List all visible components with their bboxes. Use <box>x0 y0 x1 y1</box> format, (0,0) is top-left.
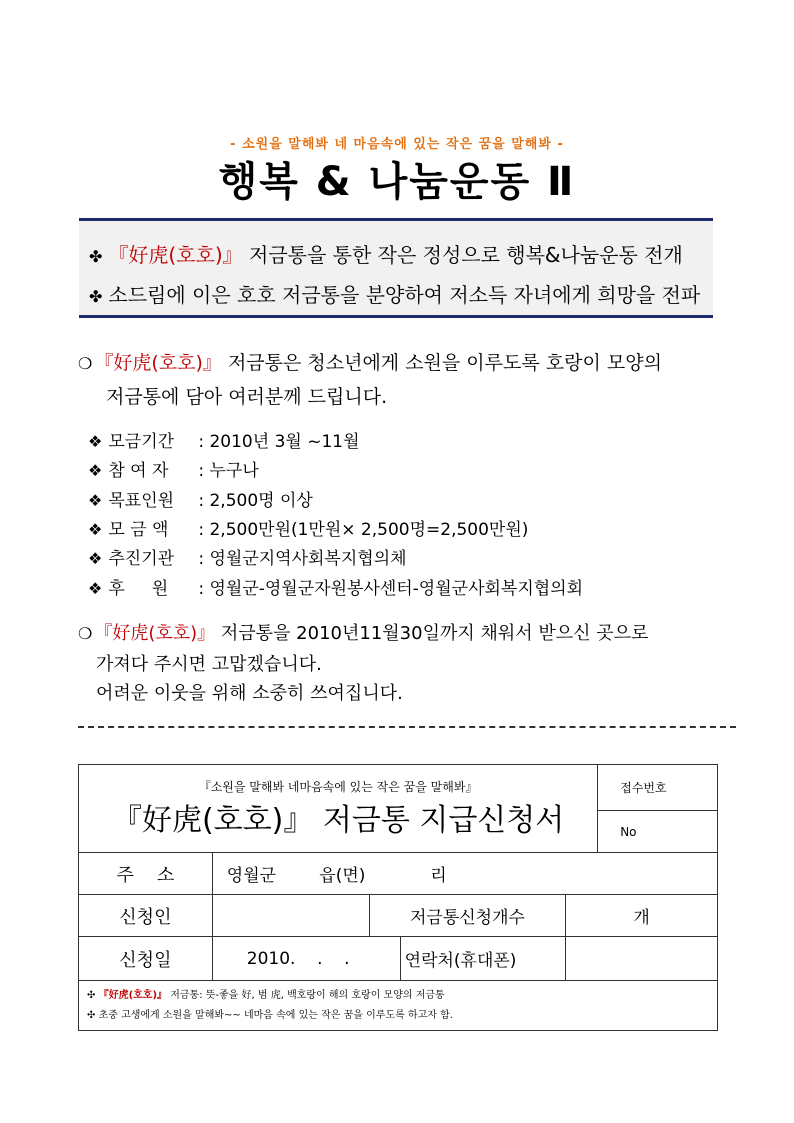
address-label: 주 소 <box>79 853 213 895</box>
detail-value: : 영월군지역사회복지협의체 <box>198 549 407 569</box>
detail-key: 추진기관 <box>108 549 175 569</box>
page-title: 행복 & 나눔운동 Ⅱ <box>218 159 576 205</box>
receipt-number-field[interactable]: No <box>598 811 718 853</box>
applicant-field[interactable] <box>212 895 369 937</box>
diamond-bullet-icon: ❖ <box>88 549 103 568</box>
application-form <box>78 764 718 1031</box>
detail-value: : 2,500만원(1만원× 2,500명=2,500만원) <box>198 520 529 540</box>
detail-item <box>88 574 583 599</box>
count-label: 저금통신청개수 <box>369 895 566 937</box>
banner-line-1 <box>89 239 683 268</box>
form-subtitle: 『소원을 말해봐 네마음속에 있는 작은 꿈을 말해봐』 <box>198 780 478 794</box>
intro-line-1 <box>78 348 662 375</box>
closing-brand: 『好虎(호호)』 <box>94 623 216 644</box>
diamond-bullet-icon: ❖ <box>88 520 103 539</box>
detail-key: 참 여 자 <box>108 461 169 481</box>
cut-line <box>78 726 736 728</box>
receipt-number-label: 접수번호 <box>598 765 718 811</box>
banner-line-1-text: 저금통을 통한 작은 정성으로 행복&나눔운동 전개 <box>242 243 683 267</box>
detail-value: : 2,500명 이상 <box>198 491 313 511</box>
detail-item <box>88 456 259 481</box>
applicant-label: 신청인 <box>79 895 213 937</box>
form-header <box>79 765 598 853</box>
header-subtitle: - 소원을 말해봐 네 마음속에 있는 작은 꿈을 말해봐 - <box>230 137 564 152</box>
banner-brand: 『好虎(호호)』 <box>108 243 243 267</box>
date-field[interactable]: 2010. . . <box>212 937 400 981</box>
diamond-bullet-icon: ❖ <box>88 579 103 598</box>
closing-line-2: 가져다 주시면 고맙겠습니다. <box>96 654 322 675</box>
detail-value: : 영월군-영월군자원봉사센터-영월군사회복지협의회 <box>198 579 584 599</box>
banner-line-2-text: 소드림에 이은 호호 저금통을 분양하여 저소득 자녀에게 희망을 전파 <box>108 283 701 307</box>
cross-bullet-icon: ✤ <box>89 247 103 266</box>
intro-brand: 『好虎(호호)』 <box>94 352 222 374</box>
detail-item <box>88 515 528 540</box>
closing-line-1-text: 저금통을 2010년11월30일까지 채워서 받으신 곳으로 <box>220 623 649 644</box>
address-field[interactable]: 영월군 읍(면) 리 <box>212 853 717 895</box>
contact-label: 연락처(휴대폰) <box>400 937 566 981</box>
circle-bullet-icon: ❍ <box>78 354 93 373</box>
intro-line-2: 저금통에 담아 여러분께 드립니다. <box>106 386 388 408</box>
cross-bullet-icon: ✤ <box>89 287 103 306</box>
detail-key: 목표인원 <box>108 491 175 511</box>
note-brand: 『好虎(호호)』 <box>98 989 168 1001</box>
cross-bullet-icon: ✣ <box>87 1009 96 1021</box>
closing-line-3: 어려운 이웃을 위해 소중히 쓰여집니다. <box>96 683 403 704</box>
detail-key: 모금기간 <box>108 432 175 452</box>
date-label: 신청일 <box>79 937 213 981</box>
detail-value: : 2010년 3월 ~11월 <box>198 432 360 452</box>
note-2 <box>87 1006 709 1026</box>
note-2-text: 초중 고생에게 소원을 말해봐~~ 네마음 속에 있는 작은 꿈을 이루도록 하고자 함. <box>98 1009 453 1021</box>
diamond-bullet-icon: ❖ <box>88 461 103 480</box>
note-1-text: 저금통: 뜻-좋을 好, 범 虎, 백호랑이 해의 호랑이 모양의 저금통 <box>167 989 445 1001</box>
note-1 <box>87 986 709 1006</box>
detail-key: 모 금 액 <box>108 520 169 540</box>
detail-item <box>88 427 360 452</box>
detail-item <box>88 486 313 511</box>
contact-field[interactable] <box>566 937 718 981</box>
cross-bullet-icon: ✣ <box>87 989 96 1001</box>
count-field[interactable]: 개 <box>566 895 718 937</box>
intro-line-1-text: 저금통은 청소년에게 소원을 이루도록 호랑이 모양의 <box>227 352 662 374</box>
diamond-bullet-icon: ❖ <box>88 432 103 451</box>
detail-item <box>88 544 407 569</box>
detail-value: : 누구나 <box>198 461 259 481</box>
banner-line-2 <box>89 279 700 308</box>
form-notes <box>79 981 718 1031</box>
detail-key: 후 원 <box>108 579 169 599</box>
form-title: 『好虎(호호)』 저금통 지급신청서 <box>111 803 565 838</box>
diamond-bullet-icon: ❖ <box>88 491 103 510</box>
summary-banner <box>79 218 713 318</box>
closing-line-1 <box>78 619 648 645</box>
circle-bullet-icon: ❍ <box>78 624 93 643</box>
